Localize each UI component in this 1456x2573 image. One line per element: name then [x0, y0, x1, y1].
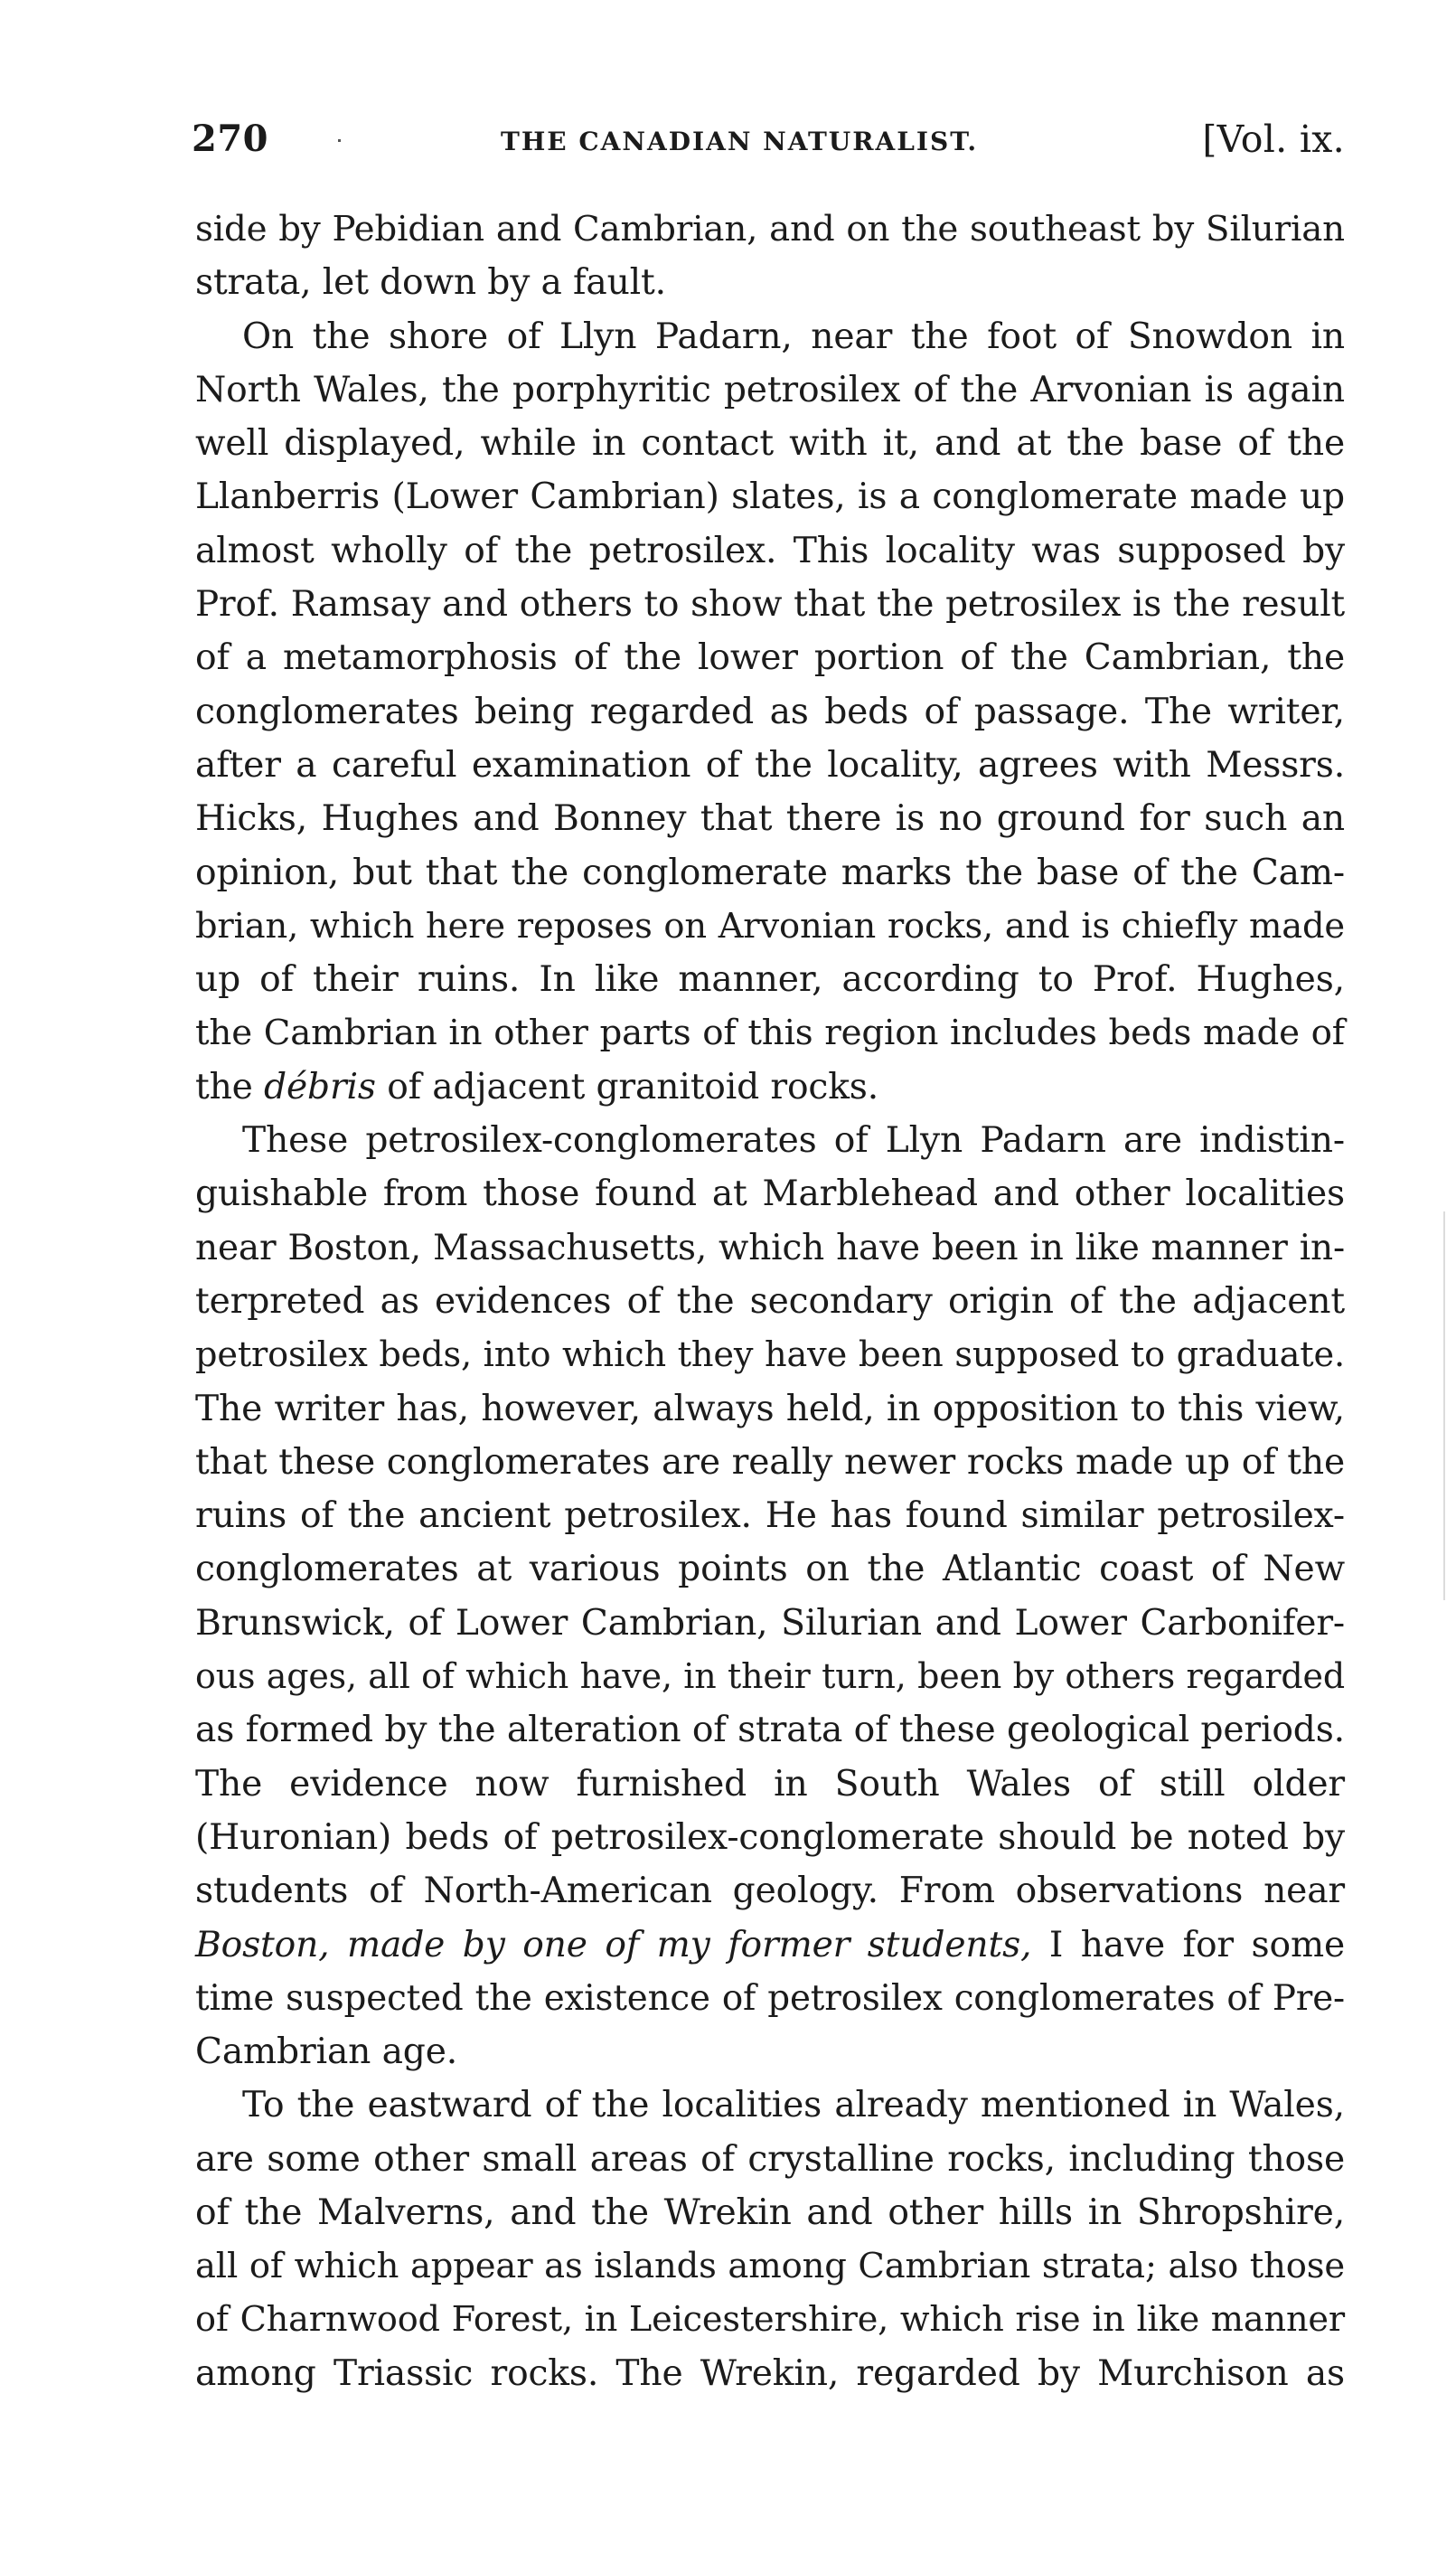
- text-fragment: the: [195, 1066, 253, 1107]
- text-line: petrosilex beds, into which they have been supposed to graduate.: [195, 1334, 1345, 1376]
- text-line: time suspected the existence of petrosilex conglomerates of Pre-: [195, 1977, 1345, 2019]
- text-line: up of their ruins. In like manner, according to Prof. Hughes,: [195, 959, 1345, 1001]
- text-line: Brunswick, of Lower Cambrian, Silurian and Lower Carbonifer-: [195, 1602, 1345, 1644]
- text-line: (Huronian) beds of petrosilex-conglomerate should be noted by: [195, 1816, 1345, 1858]
- text-line: Hicks, Hughes and Bonney that there is no ground for such an: [195, 798, 1345, 840]
- page-number: 270: [192, 118, 268, 160]
- text-line: opinion, but that the conglomerate marks the base of the Cam-: [195, 852, 1345, 893]
- text-line: near Boston, Massachusetts, which have been in like manner in-: [195, 1227, 1345, 1268]
- text-line: terpreted as evidences of the secondary origin of the adjacent: [195, 1280, 1345, 1322]
- text-line: guishable from those found at Marblehead and other localities: [195, 1173, 1345, 1215]
- text-line: the Cambrian in other parts of this region includes beds made of: [195, 1013, 1345, 1054]
- text-line: all of which appear as islands among Cambrian strata; also those: [195, 2246, 1345, 2287]
- text-line: strata, let down by a fault.: [195, 262, 666, 304]
- text-line: after a careful examination of the locality, agrees with Messrs.: [195, 744, 1345, 786]
- text-line: conglomerates being regarded as beds of passage. The writer,: [195, 691, 1345, 732]
- text-line: students of North-American geology. From observations near: [195, 1871, 1345, 1912]
- text-line: Prof. Ramsay and others to show that the petrosilex is the result: [195, 584, 1345, 626]
- text-line: Llanberris (Lower Cambrian) slates, is a conglomerate made up: [195, 476, 1345, 518]
- text-line: side by Pebidian and Cambrian, and on the southeast by Silurian: [195, 209, 1345, 250]
- text-line: of the Malverns, and the Wrekin and other hills in Shropshire,: [195, 2191, 1345, 2233]
- text-fragment: of adjacent granitoid rocks.: [387, 1066, 879, 1107]
- print-speck: [338, 139, 341, 142]
- text-line: of a metamorphosis of the lower portion of the Cambrian, the: [195, 637, 1345, 679]
- text-line: as formed by the alteration of strata of these geological periods.: [195, 1710, 1345, 1751]
- text-line: Cambrian age.: [195, 2031, 458, 2073]
- text-line: ruins of the ancient petrosilex. He has found similar petrosilex-: [195, 1495, 1345, 1537]
- italic-phrase: Boston, made by one of my former students,: [195, 1924, 1032, 1965]
- text-line: among Triassic rocks. The Wrekin, regarded by Murchison as: [195, 2352, 1345, 2394]
- text-line: North Wales, the porphyritic petrosilex of the Arvonian is again: [195, 369, 1345, 410]
- text-line: that these conglomerates are really newer rocks made up of the: [195, 1441, 1345, 1483]
- text-line: These petrosilex-conglomerates of Llyn Padarn are indistin-: [242, 1120, 1345, 1162]
- italic-term: débris: [264, 1066, 376, 1107]
- body-text: [195, 203, 1345, 2400]
- text-line: The writer has, however, always held, in opposition to this view,: [195, 1388, 1345, 1429]
- text-line: well displayed, while in contact with it, and at the base of the: [195, 423, 1345, 465]
- running-header: [192, 118, 1345, 172]
- text-line: almost wholly of the petrosilex. This locality was supposed by: [195, 530, 1345, 571]
- text-fragment: I have for some: [1048, 1924, 1345, 1965]
- text-line-mixed: [195, 1060, 1345, 1114]
- text-line: of Charnwood Forest, in Leicestershire, which rise in like manner: [195, 2299, 1345, 2340]
- text-line-mixed: [195, 1918, 1345, 1972]
- scan-edge-mark: [1443, 1211, 1445, 1600]
- text-line: The evidence now furnished in South Wales of still older: [195, 1763, 1345, 1805]
- text-line: conglomerates at various points on the Atlantic coast of New: [195, 1549, 1345, 1590]
- text-line: ous ages, all of which have, in their turn, been by others regarded: [195, 1656, 1345, 1697]
- text-line: are some other small areas of crystalline rocks, including those: [195, 2138, 1345, 2180]
- journal-title: THE CANADIAN NATURALIST.: [501, 127, 979, 156]
- volume-label: [Vol. ix.: [1202, 118, 1345, 161]
- text-line: On the shore of Llyn Padarn, near the foot of Snowdon in: [242, 316, 1345, 357]
- text-line: To the eastward of the localities already mentioned in Wales,: [242, 2085, 1345, 2126]
- text-line: brian, which here reposes on Arvonian rocks, and is chiefly made: [195, 905, 1345, 947]
